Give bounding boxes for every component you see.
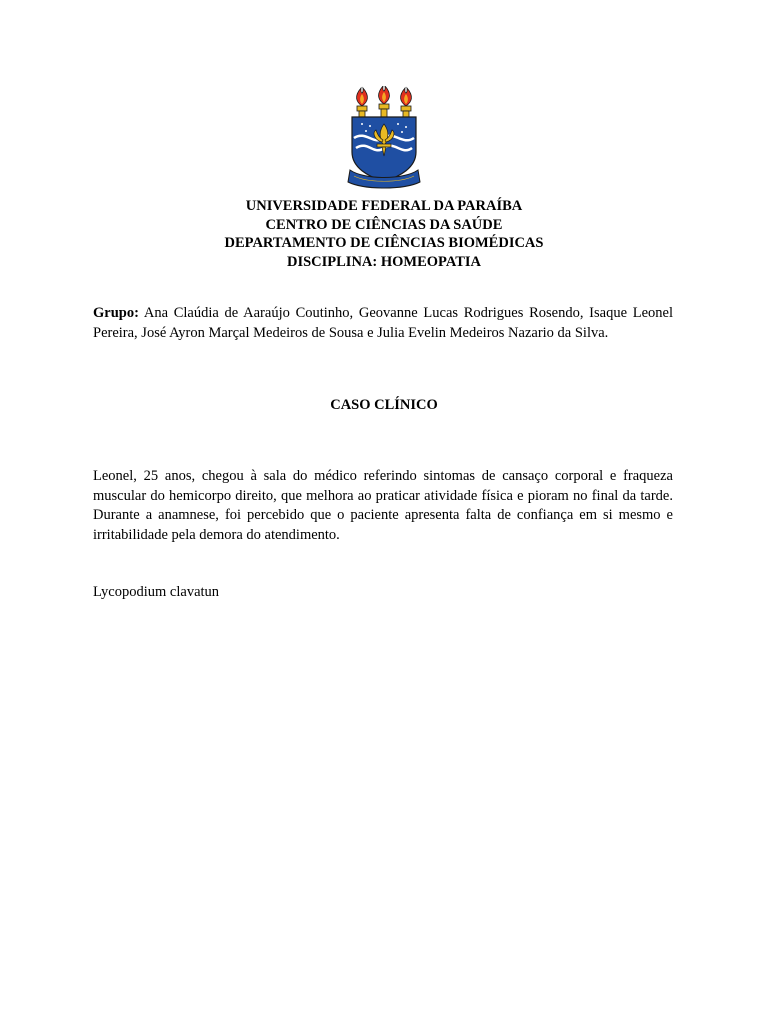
remedy-answer: Lycopodium clavatun [93, 584, 220, 600]
group-members-paragraph [93, 304, 673, 343]
case-title: CASO CLÍNICO [330, 397, 438, 413]
torch-icon [379, 86, 390, 117]
torch-icon [401, 88, 412, 117]
group-members: Ana Claúdia de Aaraújo Coutinho, Geovanne Lucas Rodrigues Rosendo, Isaque Leonel Pereira, José Ayron Marçal Medeiros de Sousa e Julia Evelin Medeiros Nazario da Silva. [93, 305, 673, 341]
group-label: Grupo: [93, 305, 139, 321]
case-description: Leonel, 25 anos, chegou à sala do médico referindo sintomas de cansaço corporal e fraqueza muscular do hemicorpo direito, que melhora ao praticar atividade física e pioram no final da tarde. Durante a anamnese, foi percebido que o paciente apresenta falta de confiança em si mesmo e irritabilidade pela demora do atendimento. [93, 468, 673, 543]
torch-icon [357, 88, 368, 117]
center-name: CENTRO DE CIÊNCIAS DA SAÚDE [265, 216, 503, 233]
discipline-name: DISCIPLINA: HOMEOPATIA [286, 253, 481, 270]
university-crest-logo [344, 86, 424, 190]
institution-header [94, 197, 674, 271]
department-name: DEPARTAMENTO DE CIÊNCIAS BIOMÉDICAS [224, 235, 544, 251]
university-name: UNIVERSIDADE FEDERAL DA PARAÍBA [245, 198, 523, 214]
